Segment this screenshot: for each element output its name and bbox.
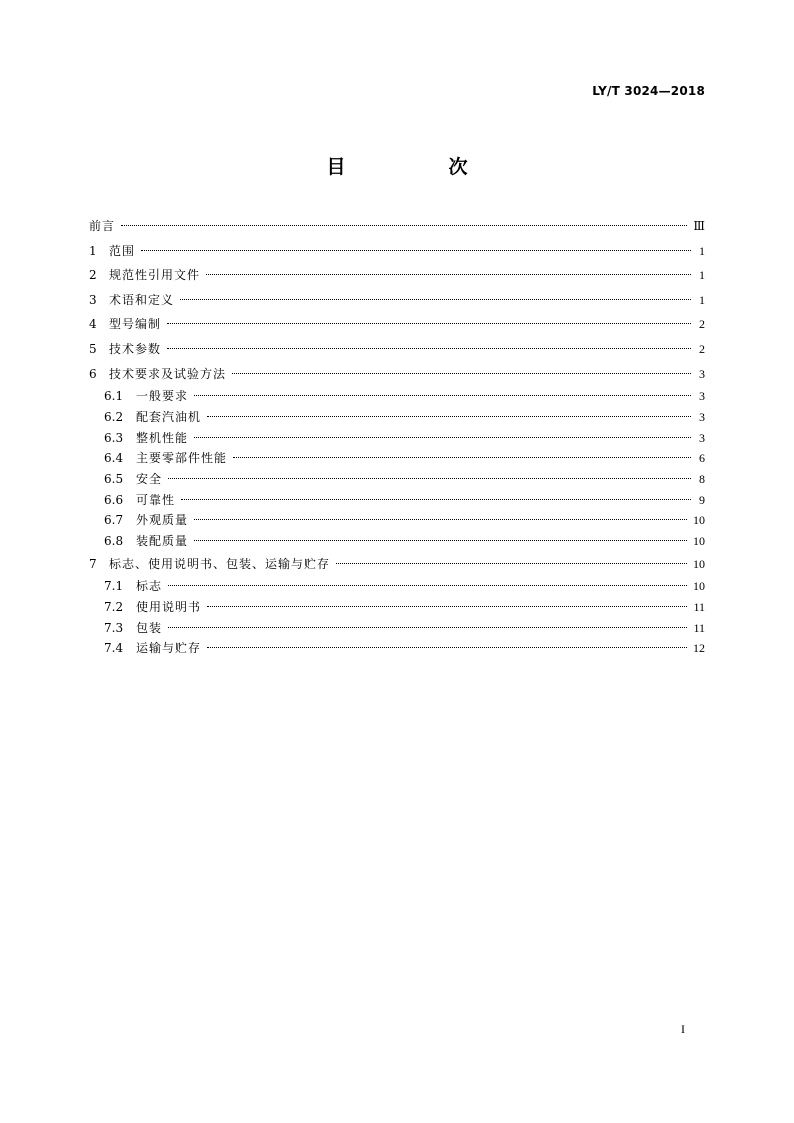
toc-entry-label: 装配质量 (136, 533, 189, 548)
toc-entry-label: 规范性引用文件 (109, 268, 201, 283)
toc-entry-6-2[interactable] (89, 407, 705, 428)
standard-code: LY/T 3024—2018 (592, 84, 705, 98)
toc-entry-number: 6.7 (104, 513, 124, 528)
toc-entry-number: 1 (89, 243, 97, 258)
toc-entry-foreword[interactable] (89, 214, 705, 239)
toc-entry-number: 4 (89, 317, 97, 332)
toc-entry-number: 6.8 (104, 533, 124, 548)
dot-leader (121, 225, 687, 226)
toc-entry-6[interactable] (89, 362, 705, 387)
dot-leader (141, 250, 691, 251)
toc-entry-label: 技术参数 (109, 341, 162, 356)
toc-entry-number: 2 (89, 268, 97, 283)
toc-entry-label: 型号编制 (109, 317, 162, 332)
dot-leader (194, 519, 687, 520)
dot-leader (167, 323, 691, 324)
dot-leader (181, 499, 691, 500)
toc-entry-page: 10 (693, 579, 705, 594)
dot-leader (336, 563, 687, 564)
toc-entry-label: 可靠性 (136, 492, 176, 507)
toc-entry-page: 11 (693, 599, 705, 614)
toc-entry-label: 技术要求及试验方法 (109, 366, 227, 381)
dot-leader (207, 416, 691, 417)
toc-entry-page: 6 (699, 451, 705, 466)
page-number: I (681, 1022, 685, 1036)
dot-leader (207, 606, 687, 607)
toc-entry-label: 标志 (136, 579, 163, 594)
dot-leader (232, 373, 691, 374)
toc-entry-7-2[interactable] (89, 597, 705, 618)
toc-entry-page: 2 (699, 341, 705, 356)
toc-entry-label: 范围 (109, 243, 136, 258)
toc-entry-page: Ⅲ (693, 219, 705, 233)
toc-entry-label: 整机性能 (136, 430, 189, 445)
dot-leader (194, 395, 691, 396)
toc-entry-number: 6.5 (104, 471, 124, 486)
dot-leader (168, 585, 687, 586)
dot-leader (206, 274, 691, 275)
toc-entry-6-7[interactable] (89, 510, 705, 531)
toc-entry-4[interactable] (89, 312, 705, 337)
toc-entry-6-1[interactable] (89, 386, 705, 407)
toc-entry-label: 外观质量 (136, 513, 189, 528)
toc-entry-label: 配套汽油机 (136, 409, 202, 424)
toc-entry-page: 10 (693, 533, 705, 548)
page-title: 目 次 (326, 156, 510, 178)
toc-entry-7-3[interactable] (89, 618, 705, 639)
dot-leader (194, 540, 687, 541)
toc-entry-number: 6.4 (104, 451, 124, 466)
table-of-contents (89, 214, 705, 659)
toc-entry-page: 12 (693, 641, 705, 656)
toc-entry-number: 6.1 (104, 389, 124, 404)
toc-entry-6-3[interactable] (89, 428, 705, 449)
toc-entry-page: 10 (693, 556, 705, 571)
toc-entry-page: 3 (699, 430, 705, 445)
toc-entry-label: 包装 (136, 620, 163, 635)
toc-entry-page: 10 (693, 513, 705, 528)
toc-entry-number: 7.1 (104, 579, 124, 594)
toc-entry-6-8[interactable] (89, 531, 705, 552)
toc-entry-page: 1 (699, 243, 705, 258)
dot-leader (194, 437, 691, 438)
toc-entry-label: 术语和定义 (109, 292, 175, 307)
toc-entry-page: 2 (699, 317, 705, 332)
dot-leader (180, 299, 691, 300)
toc-entry-label: 使用说明书 (136, 599, 202, 614)
toc-entry-number: 6.3 (104, 430, 124, 445)
toc-entry-number: 3 (89, 292, 97, 307)
toc-entry-page: 3 (699, 409, 705, 424)
toc-entry-page: 8 (699, 471, 705, 486)
toc-entry-7-4[interactable] (89, 638, 705, 659)
toc-entry-label: 主要零部件性能 (136, 451, 228, 466)
toc-entry-1[interactable] (89, 239, 705, 264)
toc-entry-page: 9 (699, 492, 705, 507)
dot-leader (167, 348, 691, 349)
toc-entry-number: 6 (89, 366, 97, 381)
dot-leader (233, 457, 691, 458)
toc-entry-6-4[interactable] (89, 448, 705, 469)
dot-leader (207, 647, 687, 648)
toc-entry-7[interactable] (89, 552, 705, 577)
toc-entry-number: 6.2 (104, 409, 124, 424)
toc-entry-page: 11 (693, 620, 705, 635)
toc-entry-number: 7 (89, 556, 97, 571)
dot-leader (168, 627, 687, 628)
toc-entry-page: 1 (699, 268, 705, 283)
toc-entry-number: 7.3 (104, 620, 124, 635)
toc-entry-5[interactable] (89, 337, 705, 362)
toc-entry-number: 5 (89, 341, 97, 356)
toc-entry-number: 7.4 (104, 641, 124, 656)
toc-entry-page: 3 (699, 366, 705, 381)
toc-entry-3[interactable] (89, 288, 705, 313)
toc-entry-label: 一般要求 (136, 389, 189, 404)
toc-entry-page: 1 (699, 292, 705, 307)
toc-entry-label: 安全 (136, 471, 163, 486)
toc-entry-number: 7.2 (104, 599, 124, 614)
toc-entry-label: 标志、使用说明书、包装、运输与贮存 (109, 556, 331, 571)
toc-entry-6-5[interactable] (89, 469, 705, 490)
toc-entry-page: 3 (699, 389, 705, 404)
dot-leader (168, 478, 691, 479)
toc-entry-7-1[interactable] (89, 576, 705, 597)
toc-entry-number: 6.6 (104, 492, 124, 507)
toc-entry-6-6[interactable] (89, 490, 705, 511)
toc-entry-label: 前言 (89, 219, 116, 233)
toc-entry-label: 运输与贮存 (136, 641, 202, 656)
toc-entry-2[interactable] (89, 263, 705, 288)
